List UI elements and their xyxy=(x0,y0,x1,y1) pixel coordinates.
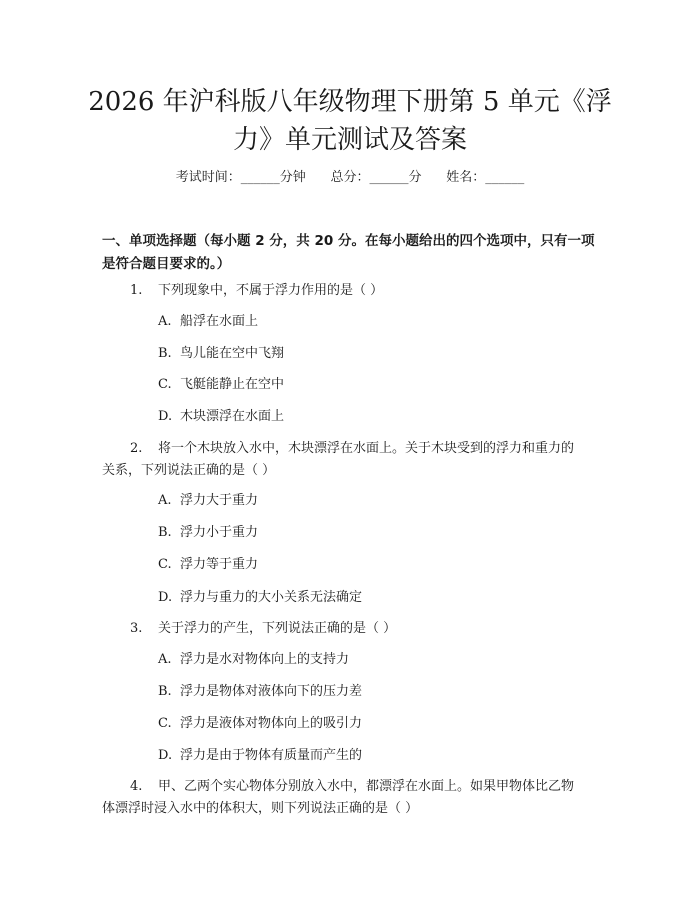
option-c xyxy=(158,374,284,396)
option-d xyxy=(158,587,362,609)
option-letter: C. xyxy=(158,557,172,572)
option-letter: C. xyxy=(158,377,172,392)
question-stem: 下列现象中，不属于浮力作用的是（ ） xyxy=(158,283,384,298)
option-letter: C. xyxy=(158,716,172,731)
option-b xyxy=(158,522,258,544)
question-number: 1. xyxy=(130,283,143,298)
option-a xyxy=(158,311,258,333)
question-number: 3. xyxy=(130,621,143,636)
option-letter: A. xyxy=(158,493,172,508)
option-letter: D. xyxy=(158,590,173,605)
option-letter: A. xyxy=(158,314,172,329)
option-d xyxy=(158,745,362,767)
section-heading-line-2: 是符合题目要求的。） xyxy=(102,256,231,272)
option-text: 浮力是液体对物体向上的吸引力 xyxy=(180,716,363,731)
question-stem: 甲、乙两个实心物体分别放入水中，都漂浮在水面上。如果甲物体比乙物 xyxy=(158,779,575,794)
option-a xyxy=(158,490,258,512)
option-text: 鸟儿能在空中飞翔 xyxy=(180,346,285,361)
title-line-1: 2026 年沪科版八年级物理下册第 5 单元《浮 xyxy=(88,87,612,117)
option-b xyxy=(158,681,362,703)
option-text: 浮力小于重力 xyxy=(180,525,259,540)
option-text: 船浮在水面上 xyxy=(180,314,259,329)
option-letter: A. xyxy=(158,652,172,667)
option-letter: D. xyxy=(158,748,173,763)
option-b xyxy=(158,343,284,365)
exam-info: 考试时间：______分钟 总分：______分 姓名：______ xyxy=(175,170,525,185)
option-letter: B. xyxy=(158,525,172,540)
question-number: 2. xyxy=(130,441,143,456)
option-text: 飞艇能静止在空中 xyxy=(180,377,285,392)
option-text: 浮力是由于物体有质量而产生的 xyxy=(180,748,363,763)
option-c xyxy=(158,554,258,576)
option-text: 浮力与重力的大小关系无法确定 xyxy=(180,590,363,605)
question-stem: 将一个木块放入水中，木块漂浮在水面上。关于木块受到的浮力和重力的 xyxy=(158,441,575,456)
option-c xyxy=(158,713,362,735)
option-text: 浮力是水对物体向上的支持力 xyxy=(180,652,350,667)
option-letter: B. xyxy=(158,346,172,361)
option-d xyxy=(158,406,284,428)
option-letter: B. xyxy=(158,684,172,699)
option-text: 木块漂浮在水面上 xyxy=(180,409,285,424)
option-text: 浮力是物体对液体向下的压力差 xyxy=(180,684,363,699)
question-stem-cont: 关系，下列说法正确的是（ ） xyxy=(102,463,276,478)
question-number: 4. xyxy=(130,779,143,794)
section-heading-line-1: 一、单项选择题（每小题 2 分，共 20 分。在每小题给出的四个选项中，只有一项 xyxy=(102,233,595,249)
option-text: 浮力等于重力 xyxy=(180,557,259,572)
option-a xyxy=(158,649,349,671)
option-text: 浮力大于重力 xyxy=(180,493,259,508)
title-line-2: 力》单元测试及答案 xyxy=(232,125,467,155)
question-stem-cont: 体漂浮时浸入水中的体积大，则下列说法正确的是（ ） xyxy=(102,801,419,816)
question-stem: 关于浮力的产生，下列说法正确的是（ ） xyxy=(158,621,397,636)
option-letter: D. xyxy=(158,409,173,424)
